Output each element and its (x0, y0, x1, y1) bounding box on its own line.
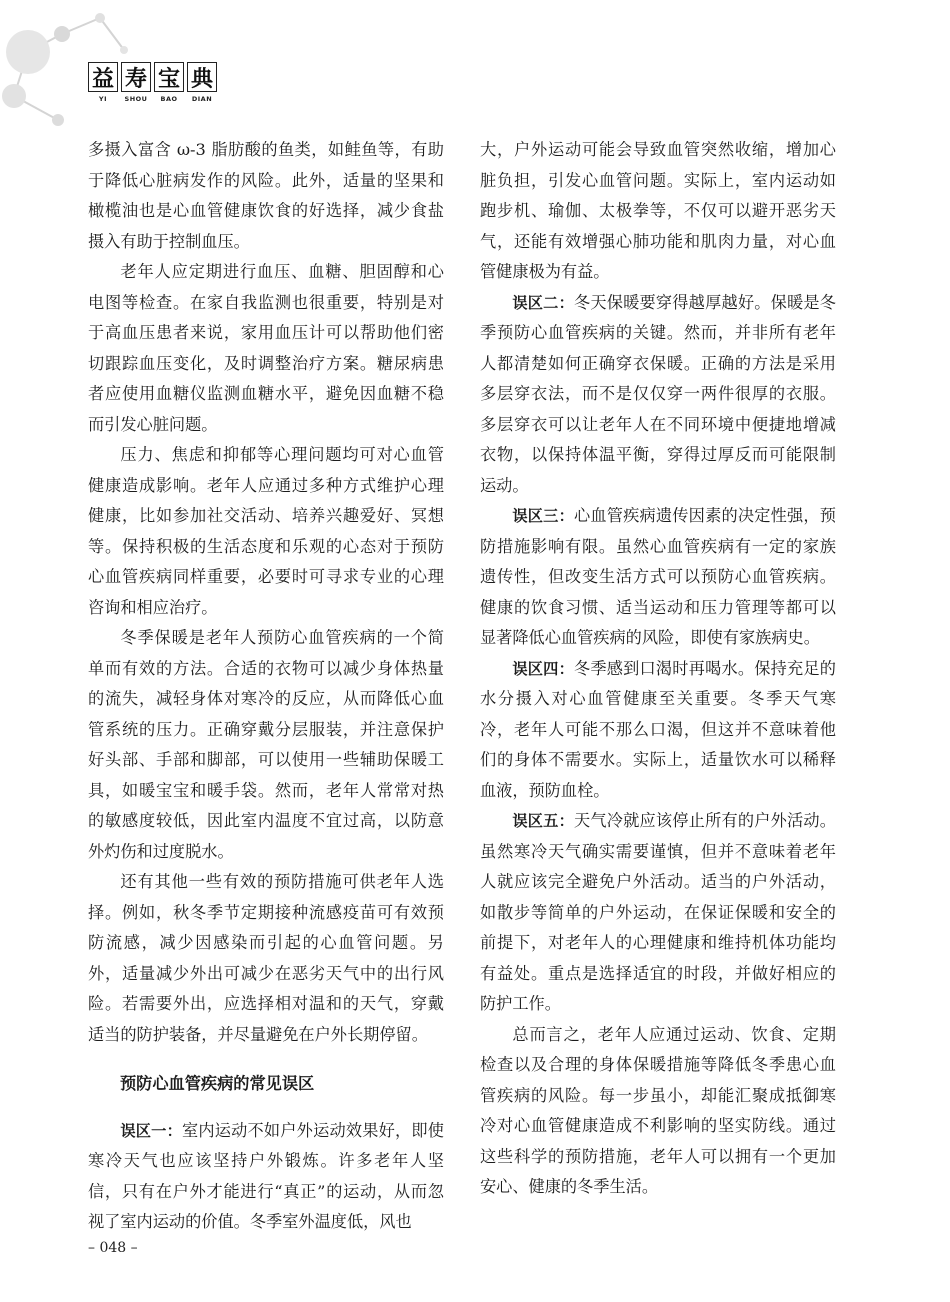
logo-pinyin-yi: YI (98, 95, 108, 103)
myth-3-text: 心血管疾病遗传因素的决定性强，预防措施影响有限。虽然心血管疾病有一定的家族遗传性，但改变生活方式可以预防心血管疾病。健康的饮食习惯、适当运动和压力管理等都可以显著降低心血管疾病的风险，即使有家族病史。 (480, 506, 836, 647)
myth-5-label: 误区五： (512, 812, 574, 830)
logo-pinyin-bao: BAO (160, 95, 178, 103)
myth-1-paragraph (88, 1116, 444, 1238)
myth-5-text: 天气冷就应该停止所有的户外活动。虽然寒冷天气确实需要谨慎，但并不意味着老年人就应该完全避免户外活动。适当的户外活动，如散步等简单的户外运动，在保证保暖和安全的前提下，对老年人的心理健康和维持机体功能均有益处。重点是选择适宜的时段，并做好相应的防护工作。 (480, 811, 836, 1013)
logo-char-shou: 寿 (121, 62, 151, 92)
myth-2-text: 冬天保暖要穿得越厚越好。保暖是冬季预防心血管疾病的关键。然而，并非所有老年人都清楚如何正确穿衣保暖。正确的方法是采用多层穿衣法，而不是仅仅穿一两件很厚的衣服。多层穿衣可以让老年人在不同环境中便捷地增减衣物，以保持体温平衡，穿得过厚反而可能限制运动。 (480, 292, 836, 495)
myth-2-label: 误区二： (512, 293, 574, 312)
magazine-logo (88, 62, 217, 103)
page-number: – 048 – (88, 1240, 138, 1256)
myth-4-label: 误区四： (512, 659, 574, 678)
myth-1-label: 误区一： (120, 1121, 182, 1140)
paragraph-regular-checkups: 老年人应定期进行血压、血糖、胆固醇和心电图等检查。在家自我监测也很重要，特别是对于高血压患者来说，家用血压计可以帮助他们密切跟踪血压变化，及时调整治疗方案。糖尿病患者应使用血糖仪监测血糖水平，避免因血糖不稳而引发心脏问题。 (88, 262, 444, 434)
myth-1-text: 室内运动不如户外运动效果好，即使寒冷天气也应该坚持户外锻炼。许多老年人坚信，只有在户外才能进行“真正”的运动，从而忽视了室内运动的价值。冬季室外温度低，风也 (88, 1120, 444, 1231)
paragraph-mental-health: 压力、焦虑和抑郁等心理问题均可对心血管健康造成影响。老年人应通过多种方式维护心理健康，比如参加社交活动、培养兴趣爱好、冥想等。保持积极的生活态度和乐观的心态对于预防心血管疾病同样重要，必要时可寻求专业的心理咨询和相应治疗。 (88, 445, 444, 617)
paragraph-fish-diet: 多摄入富含 ω-3 脂肪酸的鱼类，如鲑鱼等，有助于降低心脏病发作的风险。此外，适量的坚果和橄榄油也是心血管健康饮食的好选择，减少食盐摄入有助于控制血压。 (88, 140, 444, 251)
myth-3-label: 误区三： (512, 507, 574, 525)
logo-char-bao: 宝 (154, 62, 184, 92)
myth-3-paragraph (480, 501, 836, 654)
paragraph-other-measures: 还有其他一些有效的预防措施可供老年人选择。例如，秋冬季节定期接种流感疫苗可有效预防流感，减少因感染而引起的心血管问题。另外，适量减少外出可减少在恶劣天气中的出行风险。若需要外出，应选择相对温和的天气，穿戴适当的防护装备，并尽量避免在户外长期停留。 (88, 872, 444, 1044)
logo-char-dian: 典 (187, 62, 217, 92)
logo-char-yi: 益 (88, 62, 118, 92)
right-column (480, 135, 836, 1203)
myth-2-paragraph (480, 288, 836, 502)
section-heading: 预防心血管疾病的常见误区 (120, 1074, 315, 1093)
myth-4-text: 冬季感到口渴时再喝水。保持充足的水分摄入对心血管健康至关重要。冬季天气寒冷，老年人可能不那么口渴，但这并不意味着他们的身体不需要水。实际上，适量饮水可以稀释血液，预防血栓。 (480, 658, 836, 800)
left-column (88, 135, 444, 1238)
logo-pinyin-dian: DIAN (191, 95, 213, 103)
myth-5-paragraph (480, 806, 836, 1020)
paragraph-conclusion: 总而言之，老年人应通过运动、饮食、定期检查以及合理的身体保暖措施等降低冬季患心血管疾病的风险。每一步虽小，却能汇聚成抵御寒冷对心血管健康造成不利影响的坚实防线。通过这些科学的预防措施，老年人可以拥有一个更加安心、健康的冬季生活。 (480, 1024, 836, 1196)
paragraph-winter-warmth: 冬季保暖是老年人预防心血管疾病的一个简单而有效的方法。合适的衣物可以减少身体热量的流失，减轻身体对寒冷的反应，从而降低心血管系统的压力。正确穿戴分层服装，并注意保护好头部、手部和脚部，可以使用一些辅助保暖工具，如暖宝宝和暖手袋。然而，老年人常常对热的敏感度较低，因此室内温度不宜过高，以防意外灼伤和过度脱水。 (88, 628, 444, 861)
paragraph-myth-1-continued: 大，户外运动可能会导致血管突然收缩，增加心脏负担，引发心血管问题。实际上，室内运动如跑步机、瑜伽、太极拳等，不仅可以避开恶劣天气，还能有效增强心肺功能和肌肉力量，对心血管健康极为有益。 (480, 140, 836, 281)
logo-pinyin-shou: SHOU (124, 95, 148, 103)
myth-4-paragraph (480, 654, 836, 807)
